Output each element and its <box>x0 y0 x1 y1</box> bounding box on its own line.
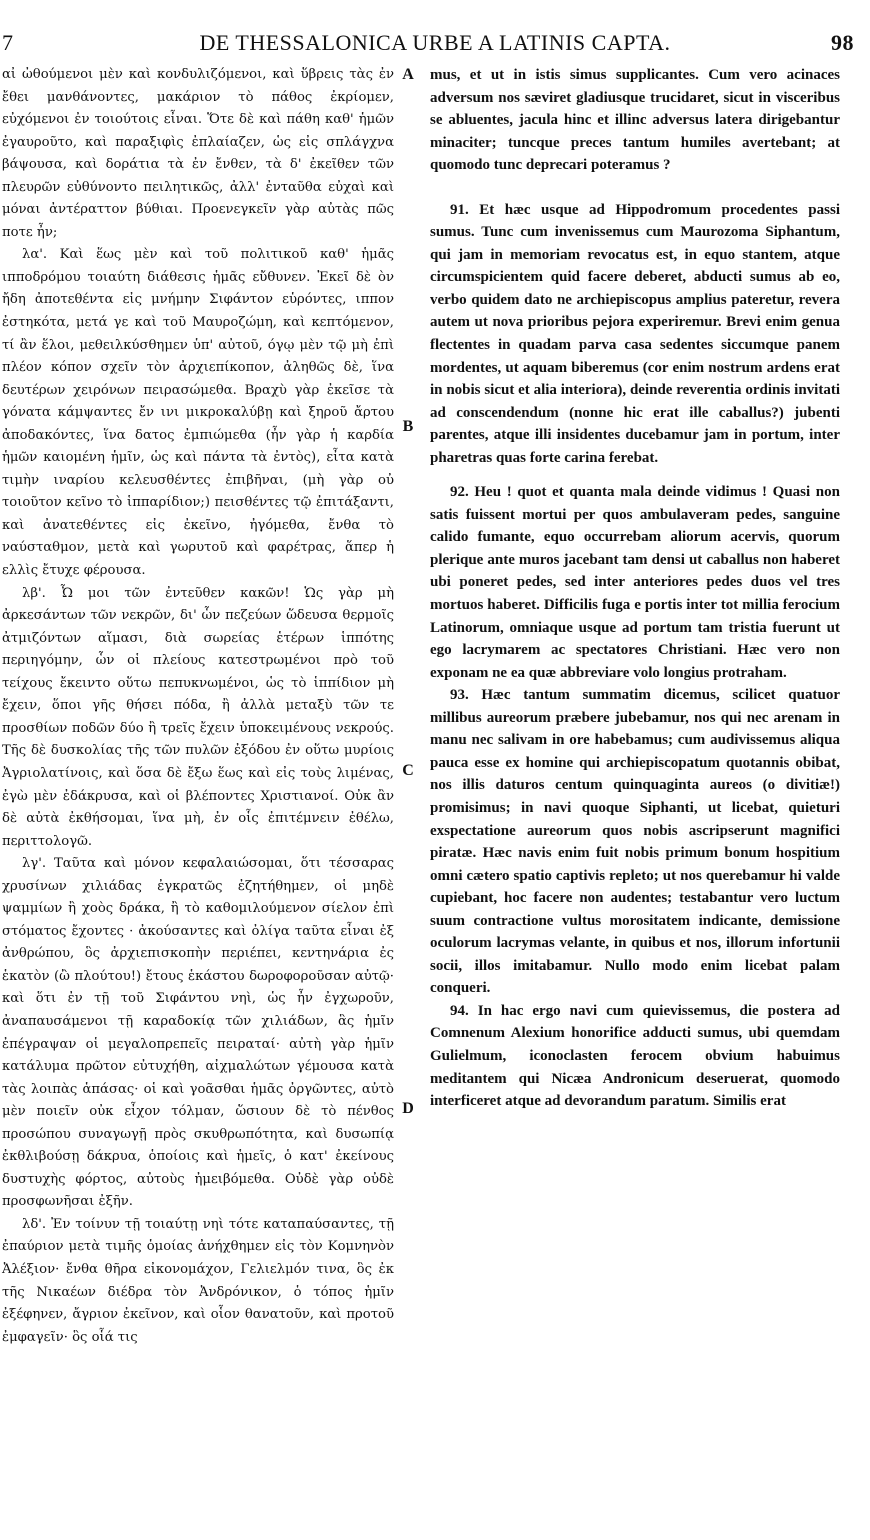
greek-paragraph: λα'. Καὶ ἕως μὲν καὶ τοῦ πολιτικοῦ καθ' ἡμᾶς ιπποδρόμου τοιαύτη διάθεσις ἡμᾶς εὔθυνεν. Ἐκεῖ δὲ ὸν ἤδη ἀποτεθέντα εἰς μνήμην Σιφάντον εὑρόντες, ιππον ἐστηκότα, μετά γε καὶ τοῦ Μαυροζώμη, καὶ κεπτόμενον, τί ἂν ἕλοι, μεθειλκύσθημεν ὑπ' αὐτοῦ, όγῳ μὲν τῷ μὴ ἐπὶ πλέον κόπον σχεῖν τὸν ἀρχιεπίκοπον, ἀληθῶς δὲ, ἵνα δευτέρων χειρόνων πειρασώμεθα. Βραχὺ γὰρ ἐκεῖσε τὰ γόνατα κάμψαντες ἔν ινι μικροκαλύβῃ καὶ ξηροῦ ἄρτου ἀποδακόντες, ἵνα δατος ἐμπιώμεθα (ἦν γὰρ ἡ καρδία ἡμῶν καιομένη ἡμῖν, ὡς καὶ πάντα τὰ ἐντὸς), εἶτα κατὰ τιμὴν ιναρίου κελευσθέντες ἐπιβῆναι, (μὴ γὰρ οὐ τοιοῦτον κεῖνο τὸ ἱππαρίδιον;) πεισθέντες τῷ ἐπιτάξαντι, καὶ ἀνατεθέντες εἰς ἐκεῖνο, ἠγόμεθα, ἔνθα τὸ ναύσταθμον, μετὰ καὶ γωρυτοῦ καὶ φαρέτρας, ἅπερ ἡ ελλὶς ἔτυχε φέρουσα. <box>2 247 394 579</box>
greek-paragraph: λγ'. Ταῦτα καὶ μόνον κεφαλαιώσομαι, ὅτι τέσσαρας χρυσίνων χιλιάδας ἐγκρατῶς ἐζητήθημεν, οἱ μηδὲ ψαμμίων ἢ χοὸς δράκα, ἢ τὸ καθομιλούμενον σίελον ἐπὶ στόματος ἔχοντες · ἀκούσαντες καὶ ὀλίγα ταῦτα εἶναι ἐξ ἀνθρώπου, ὃς ἀρχιεπισκοπὴν περιέπει, κεντηνάρια ἐς ἑκατὸν (ὢ πλούτου!) ἔτους ἑκάστου δωροφοροῦσαν αὐτῷ· καὶ ὅτι ἐν τῇ τοῦ Σιφάντου νηὶ, ὡς ἦν ἐγχωροῦν, ἀναπαυσάμενοι τῇ καραδοκίᾳ τῶν χιλιάδων, ἃς ἡμῖν ἐπέγραψαν οἱ μεγαλοπρεπεῖς πειραταί· αὐτὴ γὰρ ἡμῖν κατάλυμα πρῶτον εὐτυχήθη, αἰχμαλώτων γέμουσα κατὰ τὰς λοιπὰς ἁπάσας· οἱ καὶ γοᾶσθαι ἡμᾶς ὀργῶντες, αὐτὸ μὲν ποιεῖν οὐκ εἶχον τόλμαν, ὥσιουν δὲ τὸ πένθος προσώπου συναγωγῇ πρὸς σκυθρωπότητα, καὶ δυσωπίᾳ ἐκθλιβούσῃ δάκρυα, ὁποίοις καὶ ἡμεῖς, ὁ κατ' ἐκείνους δυστυχὴς φόρτος, αὐτοὺς ἠμειβόμεθα. Οὐδὲ γὰρ οὐδὲ προσφωνῆσαι ἐξῆν. <box>2 856 394 1210</box>
margin-marker-d: D <box>402 1100 414 1117</box>
running-header <box>0 30 870 60</box>
page-number-right: 98 <box>831 30 854 55</box>
greek-paragraph: αἰ ὠθούμενοι μὲν καὶ κονδυλιζόμενοι, καὶ ὕβρεις τὰς ἐν ἔθει μανθάνοντες, μακάριον τὸ πάθος ἐκρίομεν, εὐχόμενοι ἐν τοιούτοις εἶναι. Ὅτε δὲ καὶ πάθη καθ' ἡμῶν ἐγαυροῦτο, καὶ παραξιφὶς ἐπλαίαζεν, ὡς εἰς σπλάγχνα βάψουσα, καὶ δοράτια τὰ ἐν ἔνθεν, τὰ δ' ἐκεῖθεν τῶν πλευρῶν εὐθύνοντο πειλητικῶς, ἀλλ' ἐνταῦθα εὐχαὶ καὶ μόναι ἀντέραττον βύθιαι. Προενεγκεῖν γὰρ αὐτὰς πῶς ποτε ἦν; <box>2 67 394 240</box>
latin-column <box>430 64 840 1113</box>
greek-paragraph: λδ'. Ἐν τοίνυν τῇ τοιαύτῃ νηὶ τότε καταπαύσαντες, τῇ ἐπαύριον μετὰ τιμῆς ὁμοίας ἀνήχθημεν εἰς τὸν Κομνηνὸν Ἀλέξιον· ἔνθα θῆρα εἰκονομάχον, Γελιελμόν τινα, ὃς ἐκ τῆς Νικαέων διέδρα τὸν Ἀνδρόνικον, ὁ τόπος ἡμῖν ἐξέφηνεν, ἄγριον ἐκεῖνον, καὶ οἷον θανατοῦν, καὶ προτοῦ ἐμφαγεῖν· ὃς οἷά τις <box>2 1216 394 1345</box>
greek-paragraph: λβ'. Ὦ μοι τῶν ἐντεῦθεν κακῶν! Ὡς γὰρ μὴ ἀρκεσάντων τῶν νεκρῶν, δι' ὧν πεζεύων ὥδευσα θερμοῖς ἀτμιζόντων αἵμασι, διὰ σωρείας ἑτέρων ἱππότης περιηγόμην, ὧν οἱ πλείους κατεστρωμένοι πρὸ τοῦ τείχους ἔκειντο οὕτω πεπυκνωμένοι, ὡς τὸ ἱππίδιον μὴ ἔχειν, ὅποι γῆς θήσει πόδα, ἢ ἀλλὰ μεταξὺ τῶν τε προσθίων ποδῶν δύο ἢ τρεῖς ἔχειν ὑποκειμένους νεκρούς. Τῆς δὲ δυσκολίας τῆς τῶν πυλῶν ἐξόδου ἐν οὕτω μυρίοις Ἀγριολατίνοις, καὶ ὅσα δὲ ἔξω ἕως καὶ εἰς τοὺς λιμένας, ἐγὼ μὲν ἐδάκρυσα, καὶ οἱ βλέποντες Χριστιανοί. Οὐκ ἂν δὲ αὐτὰ ἐκθήσομαι, ἵνα μὴ, ἐν οἷς ἐπιτέμνειν ἐθέλω, περιττολογῶ. <box>2 585 394 849</box>
margin-marker-a: A <box>402 66 414 83</box>
page-title: DE THESSALONICA URBE A LATINIS CAPTA. <box>199 30 671 55</box>
latin-paragraph: mus, et ut in istis simus supplicantes. Cum vero acinaces adversum nos sæviret gladiusque trucidaret, sicut in visceribus se abluentes, jacula hinc et illinc adversus latera dirigebantur minaciter; tuncque preces tantum humiles avertebant; at quomodo tunc deprecari poteramus ? <box>430 67 840 174</box>
latin-paragraph: 93. Hæc tantum summatim dicemus, scilicet quatuor millibus aureorum præbere jubebamur, nos qui nec arenam in manu nec salivam in ore habebamus; cum audivissemus aliqua pauca esse ex homine qui archiepiscopatum quotannis obibat, nos illis daturos centum quinquaginta aureos (o divitiæ!) promisimus; in navi quoque Siphanti, ut licebat, quieturi exspectatione aureorum quos nobis ascripserunt magnifici piratæ. Hæc navis enim fuit nobis primum bonum hospitium omni cætero spatio captivis repleto; ut nos querebamur hi valde cupiebant, hoc facere non audentes; testabantur vero luctum suum contractione vultus morositatem indicante, demissione oculorum lacrymas velante, in quibus et nos, illorum infortunii socii, illos imitabamur. Nullo modo enim licebat palam conqueri. <box>430 687 840 997</box>
margin-marker-b: B <box>402 418 414 435</box>
latin-paragraph: 94. In hac ergo navi cum quievissemus, die postera ad Comnenum Alexium honorifice adducti sumus, ubi quemdam Gulielmum, iconoclasten ferocem obvium habuimus meditantem qui Nicæa Andronicum deseruerat, quomodo interficeret atque ad devorandum paratum. Similis erat <box>430 1002 840 1110</box>
margin-marker-c: C <box>402 762 414 779</box>
latin-paragraph: 92. Heu ! quot et quanta mala deinde vidimus ! Quasi non satis fuissent mortui per quos ambulaveram pedes, sanguine calido fumante, equo occurrebam aliorum acervis, quorum plerique ante muros jacebant tam densi ut caballus non haberet ubi poneret pedes, sed inter anteriores pedes duos vel tres mortuos haberet. Difficilis fuga e portis inter tot millia ferocium Latinorum, omniaque usque ad portum tam tristia fuerunt ut ego lacrymarem ac spectatores Christiani. Hæc vero non exponam ne ea quæ abbreviare volo longius protraham. <box>430 484 840 681</box>
latin-paragraph: 91. Et hæc usque ad Hippodromum procedentes passi sumus. Tunc cum invenissemus cum Maurozoma Siphantum, qui jam in memoriam revocatus est, in equo stantem, atque circumspicientem quid facere deberet, abducti sumus ab eo, verbo quidem dato ne archiepiscopus amplius pateretur, revera autem ut nova prioribus pejora experiremur. Brevi enim genua flectentes in quadam parva casa sedentes siccumque panem mordentes, ut aquam biberemus (cor enim nostrum ardens erat in nobis sicut et alia interiora), deinde reverentia ordinis invitati ad conscendendum (nonne hic erat ille caballus?) jubenti parentes, atque illi insidentes ducebamur jam in portum, inter pharetras quas forte carina ferebat. <box>430 201 840 466</box>
greek-column <box>2 64 394 1349</box>
page-number-left: 7 <box>2 30 14 55</box>
